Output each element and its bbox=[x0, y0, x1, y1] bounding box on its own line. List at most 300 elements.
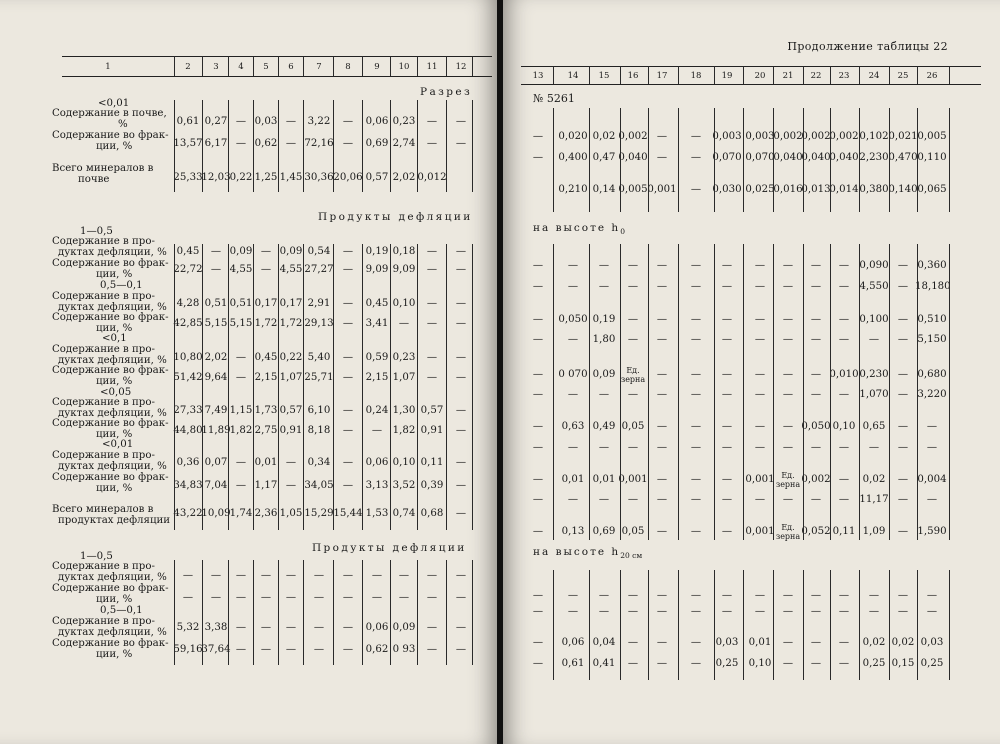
table-cell: — bbox=[810, 494, 822, 505]
table-cell: 0,002 bbox=[801, 474, 831, 485]
table-row bbox=[503, 333, 1000, 347]
table-cell: 0,040 bbox=[773, 152, 803, 163]
table-cell: — bbox=[260, 570, 272, 581]
height-h0-sub: 0 bbox=[620, 227, 625, 237]
column-rule bbox=[472, 560, 473, 665]
column-rule bbox=[228, 100, 229, 192]
table-cell: — bbox=[656, 494, 668, 505]
column-rule bbox=[228, 560, 229, 665]
table-cell: — bbox=[754, 421, 766, 432]
table-cell: — bbox=[897, 474, 909, 485]
table-cell: 0,57 bbox=[420, 405, 444, 416]
table-cell: 0,003 bbox=[745, 131, 775, 142]
table-cell: 5,15 bbox=[229, 318, 253, 329]
table-cell: 0,57 bbox=[279, 405, 303, 416]
table-cell: 0,070 bbox=[712, 152, 742, 163]
table-row bbox=[503, 368, 1000, 382]
table-cell: 0,052 bbox=[801, 526, 831, 537]
table-cell: — bbox=[455, 457, 467, 468]
table-cell: 0,140 bbox=[888, 184, 918, 195]
table-cell: 4,550 bbox=[859, 281, 889, 292]
column-header-25: 25 bbox=[897, 71, 909, 81]
table-cell: 0,27 bbox=[204, 116, 228, 127]
table-cell: — bbox=[567, 494, 579, 505]
table-cell: 1,25 bbox=[254, 172, 278, 183]
header-column-rule bbox=[803, 66, 804, 84]
table-cell: 10,80 bbox=[173, 352, 203, 363]
table-cell: — bbox=[810, 637, 822, 648]
table-cell: 3,220 bbox=[917, 389, 947, 400]
table-cell: — bbox=[810, 590, 822, 601]
table-cell: — bbox=[810, 658, 822, 669]
row-label-bfr2_2: ции, % bbox=[96, 649, 133, 660]
column-header-6: 6 bbox=[288, 62, 294, 72]
table-cell: 0,91 bbox=[420, 425, 444, 436]
table-cell: — bbox=[313, 570, 325, 581]
table-cell: — bbox=[656, 658, 668, 669]
table-cell: — bbox=[897, 494, 909, 505]
table-cell: — bbox=[721, 474, 733, 485]
table-cell: — bbox=[754, 334, 766, 345]
header-column-rule bbox=[889, 66, 890, 84]
table-cell: — bbox=[567, 389, 579, 400]
column-rule bbox=[174, 560, 175, 665]
column-rule bbox=[390, 244, 391, 530]
table-cell: — bbox=[598, 442, 610, 453]
column-header-14: 14 bbox=[567, 71, 579, 81]
table-row bbox=[0, 137, 497, 151]
column-rule bbox=[253, 560, 254, 665]
table-cell: — bbox=[342, 138, 354, 149]
table-cell: 0,23 bbox=[392, 116, 416, 127]
table-cell: — bbox=[690, 314, 702, 325]
column-rule bbox=[390, 100, 391, 192]
table-cell: — bbox=[532, 152, 544, 163]
table-cell: — bbox=[313, 622, 325, 633]
table-cell: 0,39 bbox=[420, 480, 444, 491]
table-cell: — bbox=[567, 260, 579, 271]
table-cell: 0,22 bbox=[279, 352, 303, 363]
row-label-g_lt005: <0,05 bbox=[100, 387, 132, 398]
table-cell: — bbox=[532, 421, 544, 432]
table-cell: — bbox=[721, 334, 733, 345]
table-cell: — bbox=[285, 570, 297, 581]
table-cell: — bbox=[627, 606, 639, 617]
table-cell: 30,36 bbox=[304, 172, 334, 183]
column-rule bbox=[917, 244, 918, 540]
table-cell: 0,41 bbox=[592, 658, 616, 669]
table-cell: 1,07 bbox=[392, 372, 416, 383]
table-cell: 1,15 bbox=[229, 405, 253, 416]
table-cell: 1,30 bbox=[392, 405, 416, 416]
row-label-allmin_2: почве bbox=[78, 174, 110, 185]
table-cell: — bbox=[754, 314, 766, 325]
table-cell: 0,05 bbox=[621, 526, 645, 537]
table-cell: — bbox=[656, 281, 668, 292]
table-cell: — bbox=[285, 138, 297, 149]
table-cell: 0,61 bbox=[561, 658, 585, 669]
column-rule bbox=[803, 244, 804, 540]
table-cell: — bbox=[656, 389, 668, 400]
row-label-pd4_2: дуктах дефляции, % bbox=[58, 408, 167, 419]
table-cell: — bbox=[342, 592, 354, 603]
table-cell: 0,45 bbox=[176, 246, 200, 257]
table-cell: — bbox=[656, 526, 668, 537]
table-row bbox=[503, 657, 1000, 671]
table-cell: — bbox=[567, 442, 579, 453]
table-cell: — bbox=[426, 116, 438, 127]
column-rule bbox=[303, 244, 304, 530]
row-label-soil_1: Содержание в почве, bbox=[52, 108, 167, 119]
table-cell: — bbox=[690, 131, 702, 142]
table-cell: — bbox=[897, 281, 909, 292]
column-rule bbox=[202, 560, 203, 665]
row-label-pd_2: дуктах дефляции, % bbox=[58, 247, 167, 258]
table-cell: — bbox=[754, 369, 766, 380]
table-cell: 0,090 bbox=[859, 260, 889, 271]
table-cell: — bbox=[342, 622, 354, 633]
table-cell: 11,17 bbox=[859, 494, 889, 505]
row-label-fr4_2: ции, % bbox=[96, 429, 133, 440]
table-cell: — bbox=[868, 590, 880, 601]
row-label-fr3_1: Содержание во фрак- bbox=[52, 365, 169, 376]
table-cell: 0,070 bbox=[745, 152, 775, 163]
table-cell: 12,03 bbox=[201, 172, 231, 183]
table-cell: — bbox=[567, 334, 579, 345]
table-cell: 2,02 bbox=[204, 352, 228, 363]
table-cell: 34,83 bbox=[173, 480, 203, 491]
header-column-rule bbox=[648, 66, 649, 84]
table-cell: — bbox=[897, 369, 909, 380]
table-cell: — bbox=[455, 622, 467, 633]
header-column-rule bbox=[174, 56, 175, 76]
row-label-b_05_01: 0,5—0,1 bbox=[100, 605, 143, 616]
table-cell: 0,002 bbox=[829, 131, 859, 142]
section-products-deflation-1: Продукты дефляции bbox=[318, 211, 473, 223]
table-cell: — bbox=[721, 389, 733, 400]
row-label-pd3_1: Содержание в про- bbox=[52, 344, 155, 355]
table-cell: 0,03 bbox=[715, 637, 739, 648]
table-cell: — bbox=[285, 644, 297, 655]
table-cell: 0,36 bbox=[176, 457, 200, 468]
table-cell: — bbox=[627, 334, 639, 345]
table-cell: — bbox=[690, 606, 702, 617]
table-cell: — bbox=[598, 606, 610, 617]
table-cell: 6,17 bbox=[204, 138, 228, 149]
table-cell: — bbox=[285, 480, 297, 491]
column-rule bbox=[648, 570, 649, 680]
column-rule bbox=[949, 570, 950, 680]
table-cell: 1,45 bbox=[279, 172, 303, 183]
table-row bbox=[0, 317, 497, 331]
table-cell: Ед. зерна bbox=[775, 471, 801, 489]
table-cell: 1,05 bbox=[279, 508, 303, 519]
table-cell: — bbox=[342, 480, 354, 491]
column-rule bbox=[174, 244, 175, 530]
column-rule bbox=[773, 570, 774, 680]
table-cell: — bbox=[690, 281, 702, 292]
table-cell: — bbox=[627, 442, 639, 453]
column-rule bbox=[620, 244, 621, 540]
table-cell: — bbox=[897, 389, 909, 400]
table-cell: 0,04 bbox=[592, 637, 616, 648]
row-label-b_1_05: 1—0,5 bbox=[80, 551, 113, 562]
table-cell: 0,040 bbox=[801, 152, 831, 163]
table-cell: 0,030 bbox=[712, 184, 742, 195]
table-cell: 11,89 bbox=[201, 425, 231, 436]
table-cell: — bbox=[690, 152, 702, 163]
table-cell: 22,72 bbox=[173, 264, 203, 275]
table-cell: 1,53 bbox=[365, 508, 389, 519]
row-label-bpd2_2: дуктах дефляции, % bbox=[58, 627, 167, 638]
row-label-g_05_01: 0,5—0,1 bbox=[100, 280, 143, 291]
table-cell: — bbox=[810, 369, 822, 380]
column-rule bbox=[714, 570, 715, 680]
column-rule bbox=[333, 560, 334, 665]
table-cell: 15,44 bbox=[333, 508, 363, 519]
column-rule bbox=[949, 108, 950, 212]
table-cell: 3,13 bbox=[365, 480, 389, 491]
column-rule bbox=[417, 100, 418, 192]
table-cell: — bbox=[342, 457, 354, 468]
section-number: № 5261 bbox=[533, 92, 575, 105]
table-cell: — bbox=[426, 592, 438, 603]
table-row bbox=[0, 569, 497, 583]
table-cell: — bbox=[532, 637, 544, 648]
table-cell: — bbox=[455, 480, 467, 491]
table-cell: 0,02 bbox=[592, 131, 616, 142]
row-label-fr2_1: Содержание во фрак- bbox=[52, 312, 169, 323]
column-rule bbox=[472, 244, 473, 530]
table-cell: 0,065 bbox=[917, 184, 947, 195]
table-cell: — bbox=[690, 474, 702, 485]
table-cell: 0 070 bbox=[558, 369, 588, 380]
table-cell: 0,69 bbox=[592, 526, 616, 537]
height-h0-heading bbox=[533, 222, 625, 236]
table-cell: — bbox=[782, 658, 794, 669]
column-header-3: 3 bbox=[213, 62, 219, 72]
right-page bbox=[503, 0, 1000, 744]
table-cell: 1,82 bbox=[229, 425, 253, 436]
table-cell: 0,100 bbox=[859, 314, 889, 325]
table-cell: — bbox=[810, 260, 822, 271]
table-row bbox=[503, 525, 1000, 539]
table-cell: — bbox=[656, 131, 668, 142]
table-cell: 0,210 bbox=[558, 184, 588, 195]
continuation-title: Продолжение таблицы 22 bbox=[787, 40, 948, 53]
header-column-rule bbox=[678, 66, 679, 84]
table-cell: — bbox=[235, 116, 247, 127]
row-label-soil_2: % bbox=[118, 119, 128, 130]
table-cell: — bbox=[810, 314, 822, 325]
table-cell: 0,63 bbox=[561, 421, 585, 432]
table-row bbox=[0, 456, 497, 470]
column-header-row bbox=[503, 67, 1000, 85]
table-cell: 27,27 bbox=[304, 264, 334, 275]
column-rule bbox=[620, 108, 621, 212]
table-cell: 0,61 bbox=[176, 116, 200, 127]
table-cell: — bbox=[426, 622, 438, 633]
table-cell: 7,04 bbox=[204, 480, 228, 491]
table-cell: — bbox=[838, 606, 850, 617]
column-rule bbox=[362, 560, 363, 665]
table-cell: — bbox=[926, 606, 938, 617]
table-cell: — bbox=[782, 442, 794, 453]
column-header-12: 12 bbox=[455, 62, 467, 72]
header-column-rule bbox=[830, 66, 831, 84]
column-rule bbox=[553, 108, 554, 212]
table-cell: 0,13 bbox=[561, 526, 585, 537]
table-cell: — bbox=[260, 264, 272, 275]
table-cell: 15,29 bbox=[304, 508, 334, 519]
table-cell: — bbox=[285, 457, 297, 468]
column-rule bbox=[333, 244, 334, 530]
table-cell: — bbox=[782, 314, 794, 325]
table-cell: — bbox=[721, 421, 733, 432]
table-cell: — bbox=[656, 606, 668, 617]
table-cell: — bbox=[342, 570, 354, 581]
table-cell: — bbox=[426, 318, 438, 329]
column-rule bbox=[889, 244, 890, 540]
row-label-pd_1: Содержание в про- bbox=[52, 236, 155, 247]
table-cell: 0,62 bbox=[365, 644, 389, 655]
column-header-8: 8 bbox=[345, 62, 351, 72]
table-cell: 0,11 bbox=[832, 526, 856, 537]
table-cell: — bbox=[721, 606, 733, 617]
row-label-bfr2_1: Содержание во фрак- bbox=[52, 638, 169, 649]
row-label-bpd2_1: Содержание в про- bbox=[52, 616, 155, 627]
table-cell: 0,002 bbox=[618, 131, 648, 142]
table-cell: — bbox=[897, 421, 909, 432]
table-cell: 0,57 bbox=[365, 172, 389, 183]
table-cell: — bbox=[598, 281, 610, 292]
table-cell: 44,80 bbox=[173, 425, 203, 436]
column-header-row bbox=[0, 58, 497, 76]
column-rule bbox=[889, 108, 890, 212]
table-cell: — bbox=[455, 264, 467, 275]
table-cell: 25,33 bbox=[173, 172, 203, 183]
table-row bbox=[0, 297, 497, 311]
table-cell: — bbox=[567, 281, 579, 292]
column-rule bbox=[303, 560, 304, 665]
table-cell: — bbox=[690, 334, 702, 345]
table-cell: — bbox=[532, 590, 544, 601]
column-rule bbox=[446, 100, 447, 192]
table-cell: 0,002 bbox=[773, 131, 803, 142]
table-row bbox=[503, 313, 1000, 327]
table-cell: 1,82 bbox=[392, 425, 416, 436]
table-cell: — bbox=[721, 369, 733, 380]
table-cell: — bbox=[656, 334, 668, 345]
table-row bbox=[0, 245, 497, 259]
column-rule bbox=[743, 108, 744, 212]
table-cell: 0,01 bbox=[561, 474, 585, 485]
table-cell: 0,45 bbox=[254, 352, 278, 363]
table-cell: — bbox=[260, 592, 272, 603]
table-cell: — bbox=[455, 352, 467, 363]
column-header-17: 17 bbox=[656, 71, 668, 81]
column-rule bbox=[553, 244, 554, 540]
table-cell: 0,34 bbox=[307, 457, 331, 468]
column-rule bbox=[472, 100, 473, 192]
header-column-rule bbox=[390, 56, 391, 76]
column-header-10: 10 bbox=[398, 62, 410, 72]
table-cell: 0,040 bbox=[829, 152, 859, 163]
table-cell: 0,25 bbox=[862, 658, 886, 669]
table-cell: 0,005 bbox=[917, 131, 947, 142]
table-cell: 0,004 bbox=[917, 474, 947, 485]
table-cell: — bbox=[782, 281, 794, 292]
table-cell: — bbox=[235, 480, 247, 491]
table-cell: — bbox=[313, 592, 325, 603]
table-cell: 0,51 bbox=[204, 298, 228, 309]
section-razrez: Разрез bbox=[420, 86, 473, 98]
table-cell: 0,09 bbox=[592, 369, 616, 380]
table-cell: — bbox=[926, 421, 938, 432]
table-cell: 10,09 bbox=[201, 508, 231, 519]
column-header-13: 13 bbox=[532, 71, 544, 81]
table-row bbox=[0, 591, 497, 605]
table-cell: 0,013 bbox=[801, 184, 831, 195]
table-cell: — bbox=[398, 570, 410, 581]
table-cell: 51,42 bbox=[173, 372, 203, 383]
table-cell: — bbox=[455, 298, 467, 309]
table-cell: — bbox=[285, 116, 297, 127]
table-cell: 0,19 bbox=[365, 246, 389, 257]
header-column-rule bbox=[303, 56, 304, 76]
table-cell: 2,230 bbox=[859, 152, 889, 163]
table-row bbox=[503, 280, 1000, 294]
table-cell: — bbox=[426, 264, 438, 275]
column-rule bbox=[859, 570, 860, 680]
table-cell: — bbox=[532, 389, 544, 400]
table-cell: — bbox=[656, 590, 668, 601]
table-cell: — bbox=[897, 334, 909, 345]
column-rule bbox=[648, 244, 649, 540]
table-cell: 42,85 bbox=[173, 318, 203, 329]
table-cell: 0,11 bbox=[420, 457, 444, 468]
table-cell: — bbox=[371, 425, 383, 436]
header-column-rule bbox=[278, 56, 279, 76]
row-label-fr5_1: Содержание во фрак- bbox=[52, 472, 169, 483]
header-column-rule bbox=[620, 66, 621, 84]
table-cell: — bbox=[532, 334, 544, 345]
table-cell: 0,09 bbox=[392, 622, 416, 633]
row-label-allpd_2: продуктах дефляции bbox=[58, 515, 171, 526]
table-cell: — bbox=[371, 592, 383, 603]
table-row bbox=[503, 441, 1000, 455]
table-cell: 0,06 bbox=[365, 116, 389, 127]
header-column-rule bbox=[253, 56, 254, 76]
table-cell: — bbox=[690, 260, 702, 271]
height-h20-text: на высоте h bbox=[533, 546, 621, 558]
table-cell: 2,74 bbox=[392, 138, 416, 149]
table-cell: 2,91 bbox=[307, 298, 331, 309]
table-cell: 0,17 bbox=[279, 298, 303, 309]
table-cell: — bbox=[532, 131, 544, 142]
column-rule bbox=[743, 570, 744, 680]
column-rule bbox=[830, 570, 831, 680]
table-cell: — bbox=[235, 457, 247, 468]
table-cell: — bbox=[455, 246, 467, 257]
table-cell: — bbox=[567, 606, 579, 617]
column-header-1: 1 bbox=[105, 62, 111, 72]
table-cell: — bbox=[532, 281, 544, 292]
table-cell: 0,47 bbox=[592, 152, 616, 163]
table-cell: 0,23 bbox=[392, 352, 416, 363]
table-cell: — bbox=[656, 314, 668, 325]
table-cell: — bbox=[656, 260, 668, 271]
